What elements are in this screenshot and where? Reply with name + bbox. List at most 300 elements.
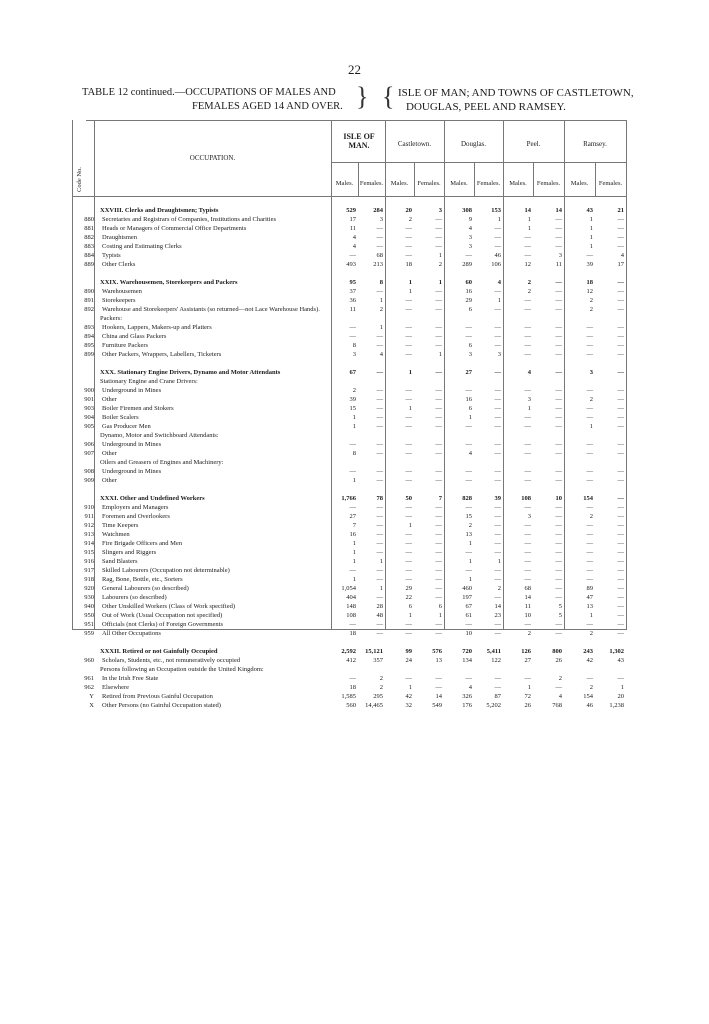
value-cell: — <box>555 594 562 601</box>
value-cell: — <box>617 306 624 313</box>
value-cell: — <box>494 288 501 295</box>
value-cell: 768 <box>552 702 562 709</box>
value-cell: 1 <box>468 414 472 421</box>
value-cell: 27 <box>524 657 531 664</box>
value-cell: — <box>524 531 531 538</box>
value-cell: 1 <box>620 684 624 691</box>
value-cell: 67 <box>349 369 356 376</box>
value-cell: — <box>617 630 624 637</box>
occupation-cell: Underground in Mines <box>102 387 162 394</box>
value-cell: — <box>555 396 562 403</box>
value-cell: — <box>349 324 356 331</box>
value-cell: — <box>435 288 442 295</box>
value-cell: — <box>405 351 412 358</box>
value-cell: — <box>494 594 501 601</box>
code-cell: 900 <box>84 387 94 394</box>
value-cell: — <box>405 675 412 682</box>
value-cell: — <box>617 576 624 583</box>
value-cell: 68 <box>376 252 383 259</box>
value-cell: — <box>435 540 442 547</box>
occupation-cell: Underground in Mines <box>102 441 162 448</box>
table-row <box>86 314 626 323</box>
value-cell: — <box>349 504 356 511</box>
value-cell: — <box>555 306 562 313</box>
value-cell: — <box>524 477 531 484</box>
value-cell: 13 <box>435 657 442 664</box>
value-cell: 11 <box>524 603 531 610</box>
value-cell: — <box>555 234 562 241</box>
value-cell: 1 <box>468 576 472 583</box>
value-cell: — <box>405 531 412 538</box>
value-cell: 1 <box>589 243 593 250</box>
value-cell: 1 <box>352 414 356 421</box>
section-row <box>86 647 626 656</box>
value-cell: — <box>524 549 531 556</box>
value-cell: — <box>586 549 593 556</box>
value-cell: — <box>586 504 593 511</box>
value-cell: 1 <box>408 369 412 376</box>
table-row <box>86 341 626 350</box>
value-cell: — <box>555 567 562 574</box>
value-cell: 12 <box>586 288 593 295</box>
occupation-table <box>76 120 626 709</box>
value-cell: — <box>524 567 531 574</box>
value-cell: 13 <box>586 603 593 610</box>
value-cell: 29 <box>465 297 472 304</box>
value-cell: — <box>405 558 412 565</box>
code-cell: 881 <box>84 225 94 232</box>
table-row <box>86 683 626 692</box>
value-cell: 7 <box>438 495 442 502</box>
value-cell: 576 <box>432 648 442 655</box>
code-cell: X <box>89 702 94 709</box>
table-row <box>86 224 626 233</box>
value-cell: 26 <box>555 657 562 664</box>
occupation-cell: Skilled Labourers (Occupation not determinable) <box>102 567 230 574</box>
value-cell: — <box>465 621 472 628</box>
table-row <box>86 296 626 305</box>
table-row <box>86 629 626 638</box>
ramsey-header: Ramsey. <box>583 140 607 148</box>
value-cell: — <box>465 333 472 340</box>
females-header: Females. <box>598 180 623 187</box>
occupation-cell: XXXII. Retired or not Gainfully Occupied <box>100 648 218 655</box>
value-cell: 2 <box>379 684 383 691</box>
occupation-cell: Other Packers, Wrappers, Labellers, Ticketers <box>102 351 222 358</box>
value-cell: — <box>465 567 472 574</box>
value-cell: — <box>376 243 383 250</box>
table-row <box>86 386 626 395</box>
code-cell: 962 <box>84 684 94 691</box>
value-cell: 2 <box>527 279 531 286</box>
value-cell: — <box>586 450 593 457</box>
value-cell: — <box>405 630 412 637</box>
value-cell: — <box>494 369 501 376</box>
value-cell: — <box>494 333 501 340</box>
value-cell: 1 <box>408 522 412 529</box>
value-cell: 4 <box>379 351 383 358</box>
value-cell: 18 <box>405 261 412 268</box>
value-cell: — <box>349 441 356 448</box>
code-cell: 918 <box>84 576 94 583</box>
occupation-cell: General Labourers (so described) <box>102 585 189 592</box>
value-cell: 11 <box>349 306 356 313</box>
occupation-cell: Draughtsmen <box>102 234 138 241</box>
value-cell: — <box>617 450 624 457</box>
value-cell: — <box>435 441 442 448</box>
value-cell: — <box>494 225 501 232</box>
value-cell: — <box>405 387 412 394</box>
value-cell: — <box>435 621 442 628</box>
value-cell: — <box>586 621 593 628</box>
occupation-cell: XXX. Stationary Engine Drivers, Dynamo and Motor Attendants <box>100 369 281 376</box>
value-cell: 148 <box>346 603 356 610</box>
value-cell: — <box>555 333 562 340</box>
value-cell: 4 <box>497 279 501 286</box>
value-cell: 289 <box>462 261 472 268</box>
value-cell: 4 <box>468 684 472 691</box>
value-cell: — <box>524 504 531 511</box>
value-cell: — <box>617 567 624 574</box>
value-cell: — <box>617 216 624 223</box>
code-cell: 930 <box>84 594 94 601</box>
code-no-header: Code No. <box>76 167 83 192</box>
value-cell: 87 <box>494 693 501 700</box>
value-cell: — <box>405 567 412 574</box>
value-cell: — <box>435 468 442 475</box>
value-cell: — <box>465 441 472 448</box>
code-cell: 909 <box>84 477 94 484</box>
value-cell: 1 <box>352 576 356 583</box>
value-cell: — <box>349 333 356 340</box>
value-cell: 1 <box>352 549 356 556</box>
value-cell: — <box>405 225 412 232</box>
value-cell: — <box>555 450 562 457</box>
value-cell: — <box>465 468 472 475</box>
value-cell: 39 <box>586 261 593 268</box>
value-cell: 18 <box>349 630 356 637</box>
value-cell: — <box>524 324 531 331</box>
occupation-cell: In the Irish Free State <box>102 675 159 682</box>
occupation-cell: Scholars, Students, etc., not remuneratively occupied <box>102 657 241 664</box>
value-cell: 46 <box>586 702 593 709</box>
value-cell: — <box>494 477 501 484</box>
value-cell: 1 <box>438 612 442 619</box>
value-cell: — <box>524 675 531 682</box>
section-row <box>86 278 626 287</box>
value-cell: — <box>376 333 383 340</box>
value-cell: 1 <box>589 216 593 223</box>
value-cell: — <box>405 234 412 241</box>
value-cell: — <box>376 234 383 241</box>
value-cell: 3 <box>438 207 442 214</box>
value-cell: — <box>494 342 501 349</box>
code-cell: 950 <box>84 612 94 619</box>
occupation-cell: Underground in Mines <box>102 468 162 475</box>
value-cell: — <box>465 324 472 331</box>
value-cell: 126 <box>521 648 531 655</box>
value-cell: 3 <box>558 252 562 259</box>
value-cell: — <box>586 324 593 331</box>
value-cell: 2 <box>468 522 472 529</box>
value-cell: 1,238 <box>609 702 624 709</box>
code-cell: 880 <box>84 216 94 223</box>
value-cell: — <box>617 513 624 520</box>
code-cell: 910 <box>84 504 94 511</box>
value-cell: 15 <box>349 405 356 412</box>
value-cell: — <box>555 441 562 448</box>
code-cell: 892 <box>84 306 94 313</box>
value-cell: 3 <box>497 351 501 358</box>
value-cell: — <box>524 351 531 358</box>
value-cell: — <box>376 468 383 475</box>
occupation-cell: Out of Work (Usual Occupation not specified) <box>102 612 223 619</box>
value-cell: — <box>494 414 501 421</box>
value-cell: — <box>465 675 472 682</box>
males-header: Males. <box>509 180 527 187</box>
value-cell: 108 <box>521 495 531 502</box>
table-row <box>86 449 626 458</box>
value-cell: 197 <box>462 594 472 601</box>
value-cell: — <box>435 333 442 340</box>
value-cell: 800 <box>552 648 562 655</box>
value-cell: — <box>555 324 562 331</box>
value-cell: 39 <box>349 396 356 403</box>
castletown-header: Castletown. <box>397 140 432 148</box>
value-cell: 20 <box>405 207 412 214</box>
table-top-rule <box>86 120 626 121</box>
value-cell: 3 <box>352 351 356 358</box>
value-cell: — <box>435 306 442 313</box>
value-cell: 295 <box>373 693 383 700</box>
value-cell: 2 <box>589 306 593 313</box>
value-cell: 27 <box>465 369 472 376</box>
value-cell: — <box>617 333 624 340</box>
value-cell: 1 <box>468 540 472 547</box>
value-cell: 36 <box>349 297 356 304</box>
value-cell: 4 <box>620 252 624 259</box>
value-cell: 43 <box>586 207 593 214</box>
value-cell: 3 <box>527 396 531 403</box>
value-cell: — <box>376 450 383 457</box>
value-cell: 1 <box>408 405 412 412</box>
table-row <box>86 584 626 593</box>
value-cell: — <box>617 387 624 394</box>
table-row <box>86 593 626 602</box>
table-row <box>86 431 626 440</box>
table-row <box>86 557 626 566</box>
occupation-cell: Boiler Firemen and Stokers <box>102 405 174 412</box>
value-cell: — <box>524 333 531 340</box>
table-row <box>86 674 626 683</box>
value-cell: 28 <box>376 603 383 610</box>
value-cell: 1 <box>438 351 442 358</box>
value-cell: 4 <box>352 243 356 250</box>
value-cell: 16 <box>465 288 472 295</box>
table-row <box>86 350 626 359</box>
value-cell: 2 <box>558 675 562 682</box>
value-cell: — <box>555 576 562 583</box>
value-cell: — <box>555 216 562 223</box>
table-row <box>86 251 626 260</box>
value-cell: 1 <box>497 216 501 223</box>
value-cell: 8 <box>379 279 383 286</box>
occupation-cell: Oilers and Greasers of Engines and Machinery: <box>100 459 224 466</box>
value-cell: — <box>555 288 562 295</box>
value-cell: 15 <box>465 513 472 520</box>
value-cell: — <box>617 549 624 556</box>
value-cell: — <box>405 504 412 511</box>
value-cell: — <box>376 477 383 484</box>
code-cell: 911 <box>84 513 94 520</box>
value-cell: — <box>494 504 501 511</box>
value-cell: — <box>617 594 624 601</box>
code-cell: 907 <box>84 450 94 457</box>
value-cell: — <box>435 558 442 565</box>
value-cell: — <box>586 441 593 448</box>
value-cell: 4 <box>468 450 472 457</box>
value-cell: 3 <box>468 234 472 241</box>
table-row <box>86 548 626 557</box>
value-cell: 21 <box>617 207 624 214</box>
value-cell: 2 <box>379 675 383 682</box>
value-cell: 8 <box>352 450 356 457</box>
value-cell: 4 <box>527 369 531 376</box>
value-cell: 529 <box>346 207 356 214</box>
occupation-cell: Rag, Bone, Bottle, etc., Sorters <box>102 576 183 583</box>
value-cell: 14 <box>494 603 501 610</box>
table-row <box>86 233 626 242</box>
value-cell: — <box>555 423 562 430</box>
value-cell: 16 <box>465 396 472 403</box>
value-cell: — <box>617 495 624 502</box>
occupation-cell: Slingers and Riggers <box>102 549 157 556</box>
value-cell: — <box>494 522 501 529</box>
occupation-cell: Other <box>102 396 117 403</box>
value-cell: — <box>524 576 531 583</box>
value-cell: 7 <box>352 522 356 529</box>
value-cell: — <box>494 567 501 574</box>
value-cell: — <box>376 423 383 430</box>
value-cell: 14 <box>435 693 442 700</box>
value-cell: — <box>465 252 472 259</box>
value-cell: — <box>555 369 562 376</box>
value-cell: 10 <box>524 612 531 619</box>
occupation-cell: Foremen and Overlookers <box>102 513 170 520</box>
code-cell: 893 <box>84 324 94 331</box>
occupation-cell: XXVIII. Clerks and Draughtsmen; Typists <box>100 207 219 214</box>
value-cell: 2,592 <box>341 648 356 655</box>
value-cell: — <box>435 504 442 511</box>
value-cell: — <box>524 558 531 565</box>
value-cell: — <box>555 549 562 556</box>
value-cell: — <box>435 369 442 376</box>
occupation-cell: Fire Brigade Officers and Men <box>102 540 183 547</box>
occupation-cell: Storekeepers <box>102 297 136 304</box>
occupation-cell: Labourers (so described) <box>102 594 167 601</box>
females-header: Females. <box>536 180 561 187</box>
value-cell: 2 <box>379 306 383 313</box>
value-cell: 2 <box>589 513 593 520</box>
value-cell: — <box>405 243 412 250</box>
value-cell: — <box>494 540 501 547</box>
value-cell: 89 <box>586 585 593 592</box>
value-cell: — <box>617 297 624 304</box>
value-cell: 2 <box>527 288 531 295</box>
value-cell: — <box>465 477 472 484</box>
value-cell: — <box>586 567 593 574</box>
value-cell: — <box>376 441 383 448</box>
code-cell: 917 <box>84 567 94 574</box>
value-cell: 99 <box>405 648 412 655</box>
value-cell: 1 <box>438 252 442 259</box>
table-row <box>86 404 626 413</box>
area-header-rule <box>331 162 626 163</box>
table-row <box>86 665 626 674</box>
occupation-cell: Officials (not Clerks) of Foreign Governments <box>102 621 224 628</box>
value-cell: — <box>376 396 383 403</box>
value-cell: — <box>555 621 562 628</box>
section-row <box>86 494 626 503</box>
value-cell: — <box>435 414 442 421</box>
value-cell: — <box>617 468 624 475</box>
value-cell: — <box>465 549 472 556</box>
value-cell: 308 <box>462 207 472 214</box>
occupation-cell: Dynamo, Motor and Switchboard Attendants: <box>100 432 219 439</box>
occupation-cell: Other Unskilled Workers (Class of Work specified) <box>102 603 236 610</box>
value-cell: — <box>555 513 562 520</box>
value-cell: — <box>349 252 356 259</box>
table-title-left <box>82 86 352 114</box>
value-cell: 78 <box>376 495 383 502</box>
code-cell: 889 <box>84 261 94 268</box>
code-cell: 960 <box>84 657 94 664</box>
value-cell: 14 <box>524 594 531 601</box>
value-cell: — <box>555 630 562 637</box>
value-cell: — <box>494 396 501 403</box>
value-cell: — <box>494 513 501 520</box>
value-cell: — <box>435 387 442 394</box>
value-cell: 18 <box>586 279 593 286</box>
table-row <box>86 620 626 629</box>
value-cell: 122 <box>491 657 501 664</box>
table-title-right <box>398 86 658 114</box>
value-cell: — <box>435 216 442 223</box>
value-cell: — <box>617 396 624 403</box>
value-cell: 154 <box>583 693 593 700</box>
value-cell: — <box>617 405 624 412</box>
code-cell: 904 <box>84 414 94 421</box>
value-cell: 2 <box>352 387 356 394</box>
value-cell: 1 <box>527 684 531 691</box>
value-cell: — <box>494 423 501 430</box>
value-cell: — <box>376 342 383 349</box>
value-cell: — <box>494 450 501 457</box>
value-cell: — <box>617 477 624 484</box>
value-cell: 5,411 <box>486 648 501 655</box>
table-row <box>86 575 626 584</box>
code-cell: 915 <box>84 549 94 556</box>
value-cell: 8 <box>352 342 356 349</box>
value-cell: — <box>465 504 472 511</box>
code-cell: 883 <box>84 243 94 250</box>
code-cell: 951 <box>84 621 94 628</box>
value-cell: 2 <box>438 261 442 268</box>
males-header: Males. <box>335 180 354 187</box>
value-cell: 1 <box>527 216 531 223</box>
value-cell: — <box>435 549 442 556</box>
value-cell: — <box>586 252 593 259</box>
